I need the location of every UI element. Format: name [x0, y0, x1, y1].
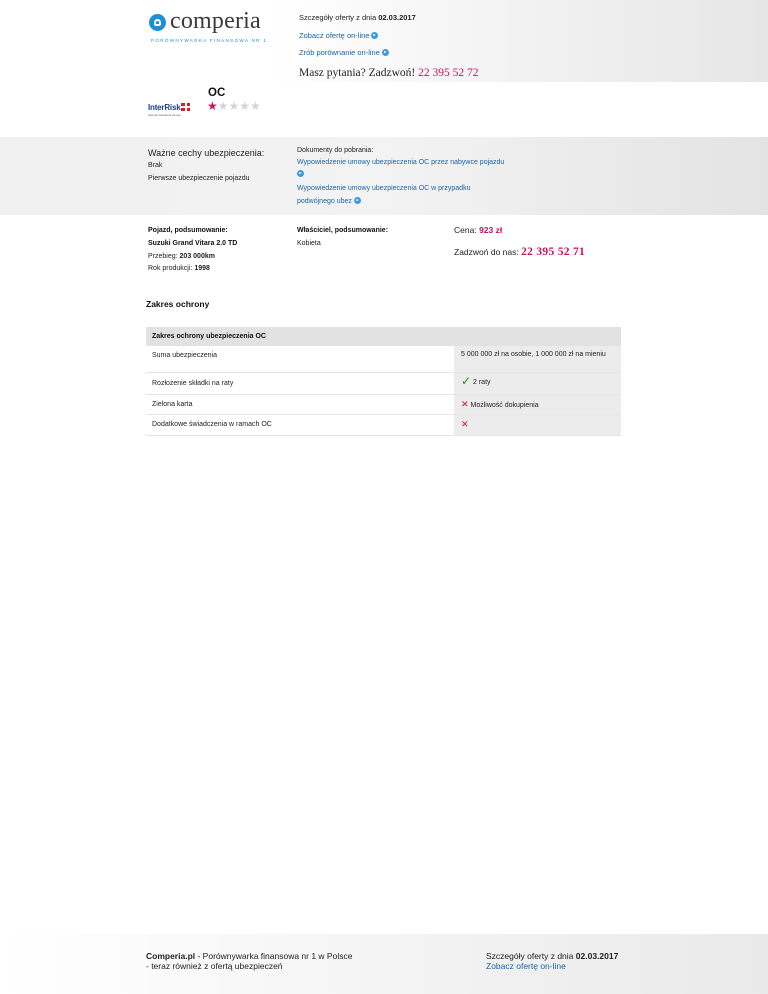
documents-title: Dokumenty do pobrania: — [297, 147, 374, 154]
price — [454, 225, 502, 235]
product-title: OC — [208, 87, 226, 99]
page-footer — [0, 934, 768, 994]
owner-summary-label: Właściciel, podsumowanie: — [297, 227, 389, 234]
comperia-logo[interactable] — [149, 8, 279, 51]
logo-text: comperia — [170, 8, 261, 34]
footer-offer-date: 02.03.2017 — [575, 951, 619, 961]
footer-brand-info — [146, 951, 352, 971]
offer-date-label: Szczegóły oferty z dnia — [299, 13, 377, 22]
offer-date-line — [299, 13, 478, 31]
footer-offer-date-label: Szczegóły oferty z dnia — [486, 951, 574, 961]
features-title: Ważne cechy ubezpieczenia: — [148, 148, 265, 158]
comperia-bell-icon — [149, 14, 166, 31]
call-us-label: Zadzwoń do nas: — [454, 247, 519, 257]
document-link[interactable] — [297, 158, 504, 168]
price-value: 923 zł — [479, 225, 503, 235]
call-us — [454, 246, 585, 258]
row-label: Suma ubezpieczenia — [152, 352, 217, 359]
offer-date: 02.03.2017 — [378, 13, 416, 22]
row-label: Zielona karta — [152, 401, 193, 408]
star-empty-icon: ★★★★ — [217, 99, 261, 113]
mileage-label: Przebieg: — [148, 253, 178, 260]
footer-brand: Comperia.pl — [146, 951, 196, 961]
insurer-logo — [148, 103, 198, 123]
check-icon: ✓ — [461, 374, 472, 388]
footer-line-2: - teraz również z ofertą ubezpieczeń — [146, 961, 283, 971]
insurer-name-risk: Risk — [164, 103, 181, 112]
row-label: Dodatkowe świadczenia w ramach OC — [152, 421, 272, 428]
row-value — [454, 395, 621, 414]
year-label: Rok produkcji: — [148, 265, 193, 272]
arrow-right-icon[interactable] — [371, 32, 378, 39]
see-offer-link-label[interactable]: Zobacz ofertę on-line — [299, 31, 370, 40]
document-link-label[interactable]: Wypowiedzenie umowy ubezpieczenia OC przez nabywce pojazdu — [297, 159, 505, 166]
year-value: 1998 — [194, 265, 210, 272]
insurer-flag-icon — [181, 103, 190, 111]
coverage-table-header: Zakres ochrony ubezpieczenia OC — [146, 327, 621, 346]
row-value-text: Możliwość dokupienia — [470, 402, 539, 409]
document-link[interactable] — [297, 184, 470, 194]
insurer-name-inter: Inter — [148, 103, 165, 112]
star-filled-icon: ★ — [207, 99, 218, 113]
call-phone[interactable]: 22 395 52 72 — [418, 67, 479, 79]
see-offer-link[interactable] — [299, 31, 478, 48]
row-value — [454, 415, 621, 435]
arrow-right-icon[interactable] — [354, 197, 361, 204]
vehicle-year — [148, 265, 210, 272]
insurer-logo-text — [148, 103, 198, 112]
owner-value: Kobieta — [297, 240, 321, 247]
logo-tagline: PORÓWNYWARKA FINANSOWA NR 1 — [151, 38, 268, 43]
rating-stars — [207, 99, 261, 113]
header-info — [299, 13, 478, 79]
row-value — [454, 373, 621, 394]
document-link-continued[interactable] — [297, 197, 361, 207]
coverage-section-title: Zakres ochrony — [146, 299, 210, 309]
footer-see-offer-link[interactable]: Zobacz ofertę on-line — [486, 961, 566, 971]
document-download-icon-row[interactable] — [297, 170, 304, 180]
footer-offer-date-line — [486, 951, 618, 961]
feature-item: Brak — [148, 162, 163, 169]
table-row — [146, 395, 621, 415]
table-row — [146, 346, 621, 373]
vehicle-mileage — [148, 253, 215, 260]
compare-link[interactable] — [299, 48, 478, 65]
row-value — [454, 346, 621, 372]
cross-icon: ✕ — [461, 399, 469, 409]
vehicle-model: Suzuki Grand Vitara 2.0 TD — [148, 240, 238, 247]
row-label: Rozłożenie składki na raty — [152, 380, 234, 387]
table-row — [146, 373, 621, 395]
arrow-right-icon[interactable] — [382, 49, 389, 56]
row-value-text: 2 raty — [473, 379, 491, 386]
footer-offer-info — [486, 951, 618, 971]
document-link-label[interactable]: Wypowiedzenie umowy ubezpieczenia OC w przypadku — [297, 185, 471, 192]
footer-line-1 — [146, 951, 352, 961]
mileage-value: 203 000km — [179, 253, 215, 260]
table-row — [146, 415, 621, 436]
compare-link-label[interactable]: Zrób porównanie on-line — [299, 48, 380, 57]
cross-icon: ✕ — [461, 419, 469, 429]
coverage-table — [146, 327, 621, 436]
price-label: Cena: — [454, 225, 477, 235]
arrow-right-icon[interactable] — [297, 170, 304, 177]
features-band — [0, 137, 768, 215]
header-call — [299, 67, 478, 79]
vehicle-summary-label: Pojazd, podsumowanie: — [148, 227, 228, 234]
feature-item: Pierwsze ubezpieczenie pojazdu — [148, 175, 250, 182]
document-link-label[interactable]: podwójnego ubez — [297, 198, 352, 205]
call-us-phone[interactable]: 22 395 52 71 — [521, 246, 586, 258]
call-label: Masz pytania? Zadzwoń! — [299, 67, 416, 79]
insurer-subtitle: Vienna Insurance Group — [148, 113, 181, 117]
footer-line-1-text: - Porównywarka finansowa nr 1 w Polsce — [195, 951, 353, 961]
row-value-text: 5 000 000 zł na osobie, 1 000 000 zł na mieniu — [461, 351, 606, 358]
